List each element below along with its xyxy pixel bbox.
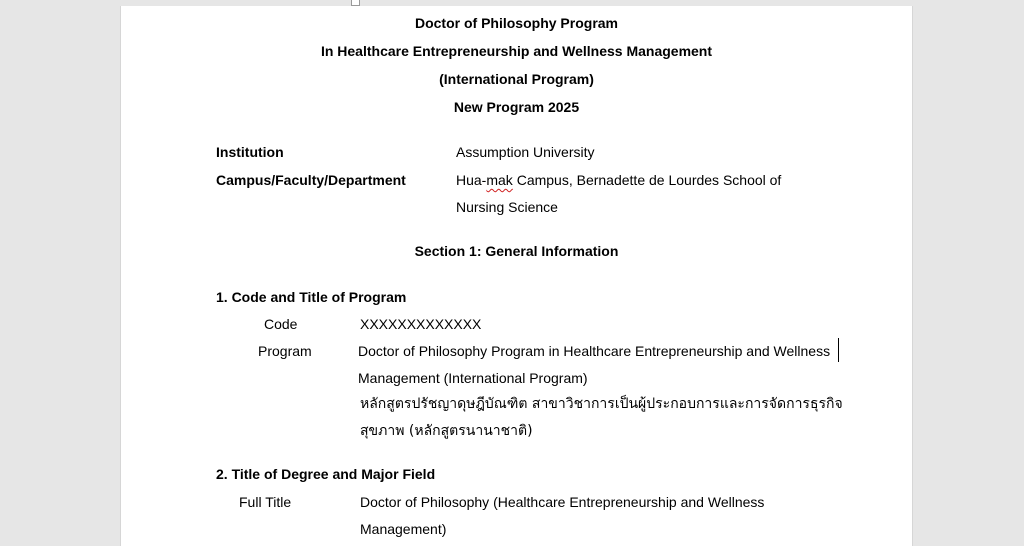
full-title-value-line-1: Doctor of Philosophy (Healthcare Entrepreneurship and Wellness: [360, 494, 765, 510]
item-2-heading: 2. Title of Degree and Major Field: [216, 466, 436, 482]
program-thai-line-2: สุขภาพ (หลักสูตรนานาชาติ): [360, 423, 533, 439]
institution-value: Assumption University: [456, 144, 595, 160]
doc-title-line-2: In Healthcare Entrepreneurship and Wellness Management: [320, 43, 713, 59]
full-title-value-line-2: Management): [360, 521, 447, 537]
campus-value-part: Campus, Bernadette de Lourdes School of: [512, 172, 782, 188]
institution-label: Institution: [216, 144, 284, 160]
doc-title-line-3: (International Program): [439, 71, 594, 87]
campus-value-line-2: Nursing Science: [456, 199, 558, 215]
program-value-line-1: Doctor of Philosophy Program in Healthcare Entrepreneurship and Wellness: [358, 343, 831, 359]
text-cursor: [838, 338, 839, 362]
item-1-heading: 1. Code and Title of Program: [216, 289, 407, 305]
full-title-label: Full Title: [239, 494, 292, 510]
program-label: Program: [258, 343, 312, 359]
campus-value-line-1: [456, 171, 781, 189]
code-label: Code: [264, 316, 298, 332]
section-1-heading: Section 1: General Information: [414, 243, 619, 259]
spelling-error-word[interactable]: mak: [486, 172, 513, 188]
program-value-line-2: Management (International Program): [358, 370, 588, 386]
code-value: XXXXXXXXXXXXX: [360, 316, 482, 332]
campus-value-part: Hua-: [456, 172, 487, 188]
doc-title-line-1: Doctor of Philosophy Program: [414, 15, 618, 31]
document-page[interactable]: [120, 6, 913, 546]
program-thai-line-1: หลักสูตรปรัชญาดุษฎีบัณฑิต สาขาวิชาการเป็นผู้ประกอบการและการจัดการธุรกิจ: [360, 396, 843, 412]
campus-label: Campus/Faculty/Department: [216, 172, 406, 188]
doc-title-line-4: New Program 2025: [453, 99, 580, 115]
